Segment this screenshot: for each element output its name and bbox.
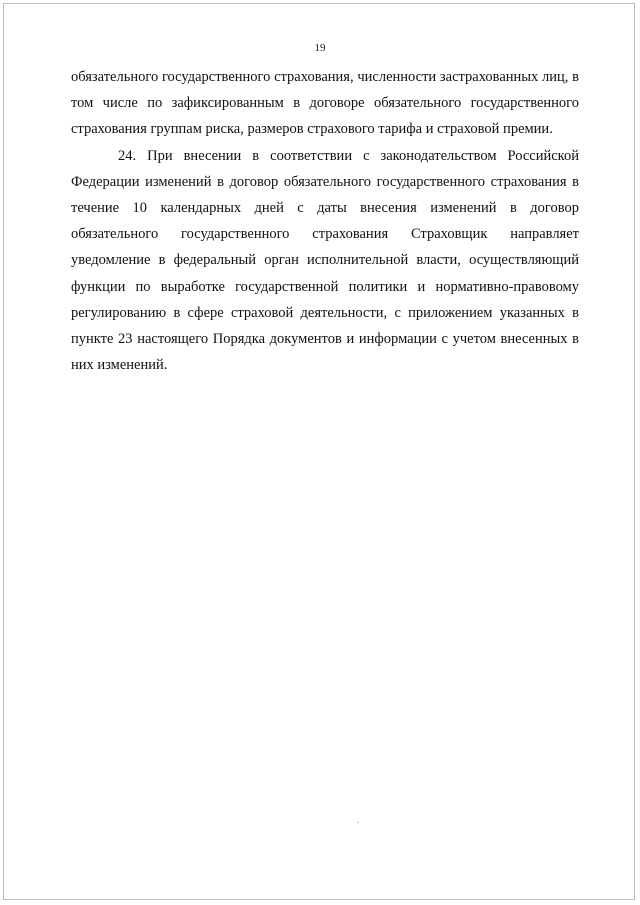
scan-artifact xyxy=(357,822,359,823)
document-body xyxy=(71,64,579,378)
paragraph-item-24: 24. При внесении в соответствии с законодательством Российской Федерации изменений в договор обязательного государственного страхования в течение 10 календарных дней с даты внесения изменений в договор обязательного государственного страхования Страховщик направляет уведомление в федеральный орган исполнительной власти, осуществляющий функции по выработке государственной политики и нормативно-правовому регулированию в сфере страховой деятельности, с приложением указанных в пункте 23 настоящего Порядка документов и информации с учетом внесенных в них изменений. xyxy=(71,147,579,374)
paragraph-continuation: обязательного государственного страхования, численности застрахованных лиц, в том числе по зафиксированным в договоре обязательного государственного страхования группам риска, размеров страхового тарифа и страховой премии. xyxy=(71,69,579,138)
page-number: 19 xyxy=(314,42,326,54)
